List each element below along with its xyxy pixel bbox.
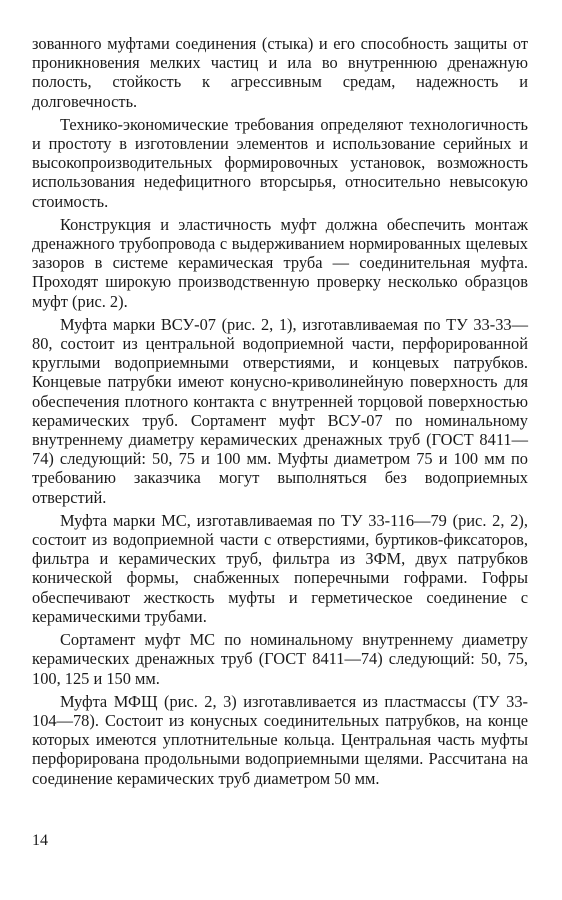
paragraph-4: Муфта марки ВСУ-07 (рис. 2, 1), изготавливаемая по ТУ 33-33—80, состоит из центральной водоприемной части, перфорированной круглыми водоприемными отверстиями, и концевых патрубков. Концевые патрубки имеют конусно-криволинейную поверхность для обеспечения плотного контакта с внутренней торцовой поверхностью керамических труб. Сортамент муфт ВСУ-07 по номинальному внутреннему диаметру керамических дренажных труб (ГОСТ 8411—74) следующий: 50, 75 и 100 мм. Муфты диаметром 75 и 100 мм по требованию заказчика могут выполняться без водоприемных отверстий.: [32, 314, 528, 507]
paragraph-3: Конструкция и эластичность муфт должна обеспечить монтаж дренажного трубопровода с выдерживанием нормированных щелевых зазоров в системе керамическая труба — соединительная муфта. Проходят широкую производственную проверку несколько образцов муфт (рис. 2).: [32, 214, 528, 311]
paragraph-2: Технико-экономические требования определяют технологичность и простоту в изготовлении элементов и использование серийных и высокопроизводительных формировочных установок, возможность использования недефицитного вторсырья, относительно невысокую стоимость.: [32, 114, 528, 211]
paragraph-1: зованного муфтами соединения (стыка) и его способность защиты от проникновения мелких частиц и ила во внутреннюю дренажную полость, стойкость к агрессивным средам, надежность и долговечность.: [32, 34, 528, 111]
page-body: [32, 34, 528, 792]
paragraph-6: Сортамент муфт МС по номинальному внутреннему диаметру керамических дренажных труб (ГОСТ 8411—74) следующий: 50, 75, 100, 125 и 150 мм.: [32, 630, 528, 688]
paragraph-5: Муфта марки МС, изготавливаемая по ТУ 33-116—79 (рис. 2, 2), состоит из водоприемной части с отверстиями, буртиков-фиксаторов, фильтра и керамических труб, фильтра из ЗФМ, двух патрубков конической формы, снабженных поперечными гофрами. Гофры обеспечивают жесткость муфты и герметическое соединение с керамическими трубами.: [32, 510, 528, 626]
paragraph-7: Муфта МФЩ (рис. 2, 3) изготавливается из пластмассы (ТУ 33-104—78). Состоит из конусных соединительных патрубков, на конце которых имеются уплотнительные кольца. Центральная часть муфты перфорирована продольными водоприемными щелями. Рассчитана на соединение керамических труб диаметром 50 мм.: [32, 691, 528, 788]
page-number: 14: [32, 832, 48, 849]
